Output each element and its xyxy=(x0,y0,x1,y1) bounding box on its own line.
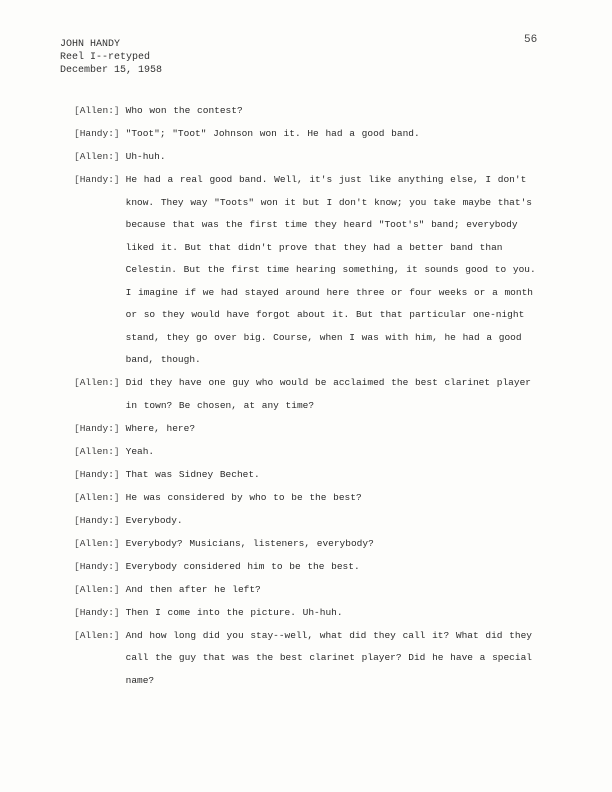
dialogue-text: He had a real good band. Well, it's just like anything else, I don't know. They way "Toots" won it but I don't know; you take maybe that's because that was the first time they heard "Toot's" band; everybody liked it. But that didn't prove that they had a better band than Celestin. But the first time hearing something, it sounds good to you. I imagine if we had stayed around here three or four weeks or a month or so they would have forgot about it. But that particular one-night stand, they go over big. Course, when I was with him, he had a good band, though. xyxy=(125,174,536,365)
dialogue-entry xyxy=(74,579,544,602)
speaker-label: [Allen:] xyxy=(74,151,120,162)
dialogue-text: And then after he left? xyxy=(125,583,261,595)
speaker-label: [Allen:] xyxy=(74,537,120,549)
speaker-label: [Allen:] xyxy=(74,629,120,641)
speaker-label: [Allen:] xyxy=(74,445,120,457)
dialogue-text: Everybody considered him to be the best. xyxy=(125,560,360,572)
dialogue-entry xyxy=(74,418,544,441)
dialogue-entry xyxy=(74,100,544,123)
dialogue-text: Everybody? Musicians, listeners, everybody? xyxy=(125,537,374,549)
dialogue-text: "Toot"; "Toot" Johnson won it. He had a good band. xyxy=(125,128,420,139)
document-header xyxy=(60,38,162,77)
dialogue-entry xyxy=(74,464,544,487)
dialogue-text: Who won the contest? xyxy=(125,105,243,116)
speaker-label: [Handy:] xyxy=(74,468,120,480)
interviewee-name: JOHN HANDY xyxy=(60,39,121,50)
dialogue-text: Yeah. xyxy=(125,445,155,457)
page-number: 56 xyxy=(524,34,538,46)
speaker-label: [Allen:] xyxy=(74,491,120,503)
speaker-label: [Allen:] xyxy=(74,583,120,595)
speaker-label: [Handy:] xyxy=(74,514,120,526)
dialogue-entry xyxy=(74,602,544,625)
speaker-label: [Handy:] xyxy=(74,422,120,434)
dialogue-text: Where, here? xyxy=(125,422,196,434)
dialogue-entry xyxy=(74,123,544,146)
dialogue-text: Everybody. xyxy=(125,514,183,526)
dialogue-entry xyxy=(74,372,544,417)
speaker-label: [Allen:] xyxy=(74,105,120,116)
dialogue-text: Then I come into the picture. Uh-huh. xyxy=(125,606,343,618)
dialogue-text: Did they have one guy who would be acclaimed the best clarinet player in town? Be chosen, at any time? xyxy=(125,377,531,411)
dialogue xyxy=(74,100,544,693)
speaker-label: [Handy:] xyxy=(74,560,120,572)
dialogue-entry xyxy=(74,146,544,169)
interview-date: December 15, 1958 xyxy=(60,65,163,76)
dialogue-text: And how long did you stay--well, what did they call it? What did they call the guy that was the best clarinet player? Did he have a special name? xyxy=(125,629,532,686)
speaker-label: [Handy:] xyxy=(74,174,120,185)
dialogue-entry xyxy=(74,625,544,693)
dialogue-entry xyxy=(74,556,544,579)
dialogue-text: Uh-huh. xyxy=(125,151,166,162)
speaker-label: [Handy:] xyxy=(74,128,120,139)
dialogue-entry xyxy=(74,510,544,533)
dialogue-text: That was Sidney Bechet. xyxy=(125,468,260,480)
reel-label: Reel I--retyped xyxy=(60,52,151,63)
dialogue-entry xyxy=(74,169,544,372)
dialogue-entry xyxy=(74,487,544,510)
dialogue-text: He was considered by who to be the best? xyxy=(125,491,362,503)
speaker-label: [Handy:] xyxy=(74,606,120,618)
dialogue-entry xyxy=(74,441,544,464)
dialogue-entry xyxy=(74,533,544,556)
speaker-label: [Allen:] xyxy=(74,377,120,388)
